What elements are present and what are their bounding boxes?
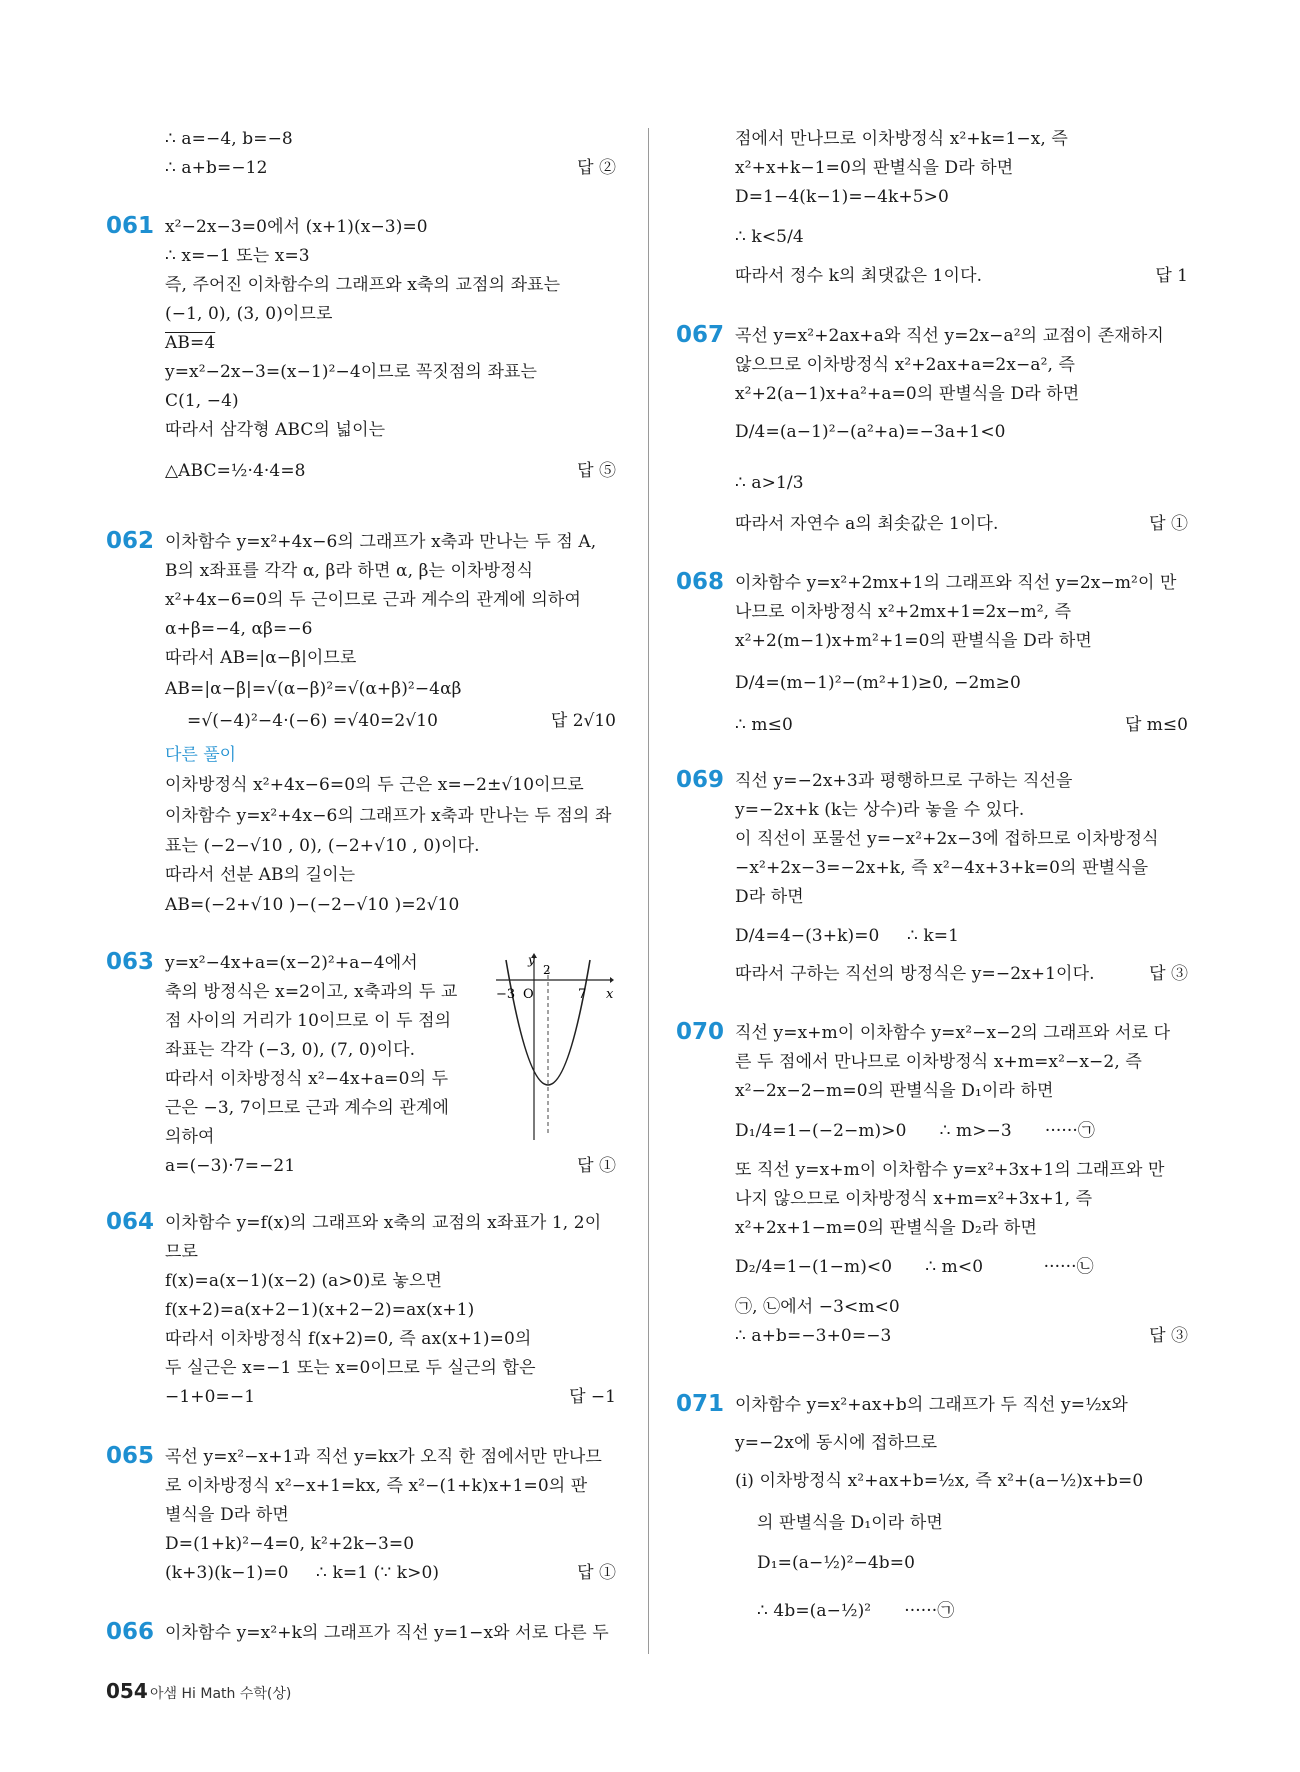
problem-number: 061 [106,213,155,239]
text-line: 또 직선 y=x+m이 이차함수 y=x²+3x+1의 그래프와 만 [735,1160,1165,1180]
text-line: 따라서 이차방정식 x²−4x+a=0의 두 [165,1069,449,1089]
text-line: 점에서 만나므로 이차방정식 x²+k=1−x, 즉 [735,129,1068,149]
text-line: y=x²−4x+a=(x−2)²+a−4에서 [165,953,418,973]
text-line: D/4=(a−1)²−(a²+a)=−3a+1<0 [735,422,1006,442]
text-line: ∴ a+b=−3+0=−3 [735,1326,892,1346]
book-title: 아샘 Hi Math 수학(상) [150,1686,292,1702]
text-line: D₁/4=1−(−2−m)>0 ∴ m>−3 ······㉠ [735,1121,1095,1141]
text-line: −x²+2x−3=−2x+k, 즉 x²−4x+3+k=0의 판별식을 [735,858,1149,878]
origin-label: O [523,987,534,1002]
text-line: 별식을 D라 하면 [165,1505,289,1525]
text-line: △ABC=½·4·4=8 [165,461,306,481]
text-line: 따라서 구하는 직선의 방정식은 y=−2x+1이다. [735,964,1095,984]
answer-mark: 답 ⑤ [577,461,616,481]
answer-mark: 답 1 [1155,266,1188,286]
text-line: =√(−4)²−4·(−6) =√40=2√10 [165,711,439,731]
text-line: 의 판별식을 D₁이라 하면 [735,1513,943,1533]
text-line: 이차함수 y=x²+ax+b의 그래프가 두 직선 y=½x와 [735,1395,1128,1415]
problem-number: 067 [676,322,725,348]
answer-mark: 답 m≤0 [1124,715,1188,735]
text-line: D=(1+k)²−4=0, k²+2k−3=0 [165,1534,415,1554]
text-line: 므로 [165,1242,199,1262]
problem-number: 063 [106,949,155,975]
text-line: (−1, 0), (3, 0)이므로 [165,304,333,324]
answer-mark: 답 2√10 [550,711,616,731]
text-line: α+β=−4, αβ=−6 [165,619,313,639]
text-line: x²−2x−2−m=0의 판별식을 D₁이라 하면 [735,1081,1054,1101]
problem-number: 064 [106,1209,155,1235]
text-line: D라 하면 [735,887,804,907]
text-line: 않으므로 이차방정식 x²+2ax+a=2x−a², 즉 [735,355,1076,375]
x-axis-label: x [606,987,614,1002]
text-line: ㉠, ㉡에서 −3<m<0 [735,1297,900,1317]
answer-mark: 답 ③ [1149,964,1188,984]
text-line: (ⅰ) 이차방정식 x²+ax+b=½x, 즉 x²+(a−½)x+b=0 [735,1471,1144,1491]
text-line: 근은 −3, 7이므로 근과 계수의 관계에 [165,1098,449,1118]
text-line: 따라서 AB=|α−β|이므로 [165,648,357,668]
answer-mark: 답 ③ [1149,1326,1188,1346]
answer-mark: 답 ① [577,1563,616,1583]
problem-number: 065 [106,1443,155,1469]
text-line: AB=|α−β|=√(α−β)²=√(α+β)²−4αβ [165,679,462,699]
text-line: 따라서 자연수 a의 최솟값은 1이다. [735,514,999,534]
text-line: 나지 않으므로 이차방정식 x+m=x²+3x+1, 즉 [735,1189,1093,1209]
text-line: a=(−3)·7=−21 [165,1156,296,1176]
text-line: f(x)=a(x−1)(x−2) (a>0)로 놓으면 [165,1271,443,1291]
text-line: 나므로 이차방정식 x²+2mx+1=2x−m², 즉 [735,602,1072,622]
text-line: 따라서 선분 AB의 길이는 [165,865,356,885]
problem-number: 069 [676,767,725,793]
text-line: 따라서 삼각형 ABC의 넓이는 [165,420,386,440]
text-line: ∴ a+b=−12 [165,158,268,178]
y-axis-label: y [528,953,535,967]
page-number: 054 [106,1679,148,1703]
text-line: 표는 (−2−√10 , 0), (−2+√10 , 0)이다. [165,836,480,856]
text-line: x²−2x−3=0에서 (x+1)(x−3)=0 [165,217,428,237]
text-line: D/4=(m−1)²−(m²+1)≥0, −2m≥0 [735,673,1021,693]
parabola-graph [496,950,614,1140]
text-line: 이차방정식 x²+4x−6=0의 두 근은 x=−2±√10이므로 [165,775,584,795]
text-line: x²+x+k−1=0의 판별식을 D라 하면 [735,158,1014,178]
column-divider [648,128,649,1654]
text-line: 의하여 [165,1127,215,1147]
text-line: ∴ a>1/3 [735,473,804,493]
text-line: 이차함수 y=x²+2mx+1의 그래프와 직선 y=2x−m²이 만 [735,573,1177,593]
text-line: 두 실근은 x=−1 또는 x=0이므로 두 실근의 합은 [165,1358,536,1378]
problem-number: 070 [676,1019,725,1045]
answer-mark: 답 −1 [569,1387,616,1407]
text-line: y=x²−2x−3=(x−1)²−4이므로 꼭짓점의 좌표는 [165,362,538,382]
text-line: (k+3)(k−1)=0 ∴ k=1 (∵ k>0) [165,1563,440,1583]
problem-number: 066 [106,1619,155,1645]
text-line: B의 x좌표를 각각 α, β라 하면 α, β는 이차방정식 [165,561,534,581]
text-line: 점 사이의 거리가 10이므로 이 두 점의 [165,1011,452,1031]
text-line: D=1−4(k−1)=−4k+5>0 [735,187,949,207]
text-line: 축의 방정식은 x=2이고, x축과의 두 교 [165,982,458,1002]
text-line: D₂/4=1−(1−m)<0 ∴ m<0 ······㉡ [735,1257,1094,1277]
right-root-label: 7 [578,987,587,1002]
text-line: 이차함수 y=x²+4x−6의 그래프가 x축과 만나는 두 점 A, [165,532,597,552]
text-line: 직선 y=−2x+3과 평행하므로 구하는 직선을 [735,771,1073,791]
text-line: 곡선 y=x²+2ax+a와 직선 y=2x−a²의 교점이 존재하지 [735,326,1164,346]
text-line: 따라서 정수 k의 최댓값은 1이다. [735,266,983,286]
answer-mark: 답 ② [577,158,616,178]
text-line: C(1, −4) [165,391,239,411]
answer-mark: 답 ① [1149,514,1188,534]
text-line: D/4=4−(3+k)=0 ∴ k=1 [735,926,960,946]
text-line: y=−2x+k (k는 상수)라 놓을 수 있다. [735,800,1025,820]
text-line: ∴ k<5/4 [735,227,804,247]
text-line: f(x+2)=a(x+2−1)(x+2−2)=ax(x+1) [165,1300,475,1320]
problem-number: 071 [676,1391,725,1417]
text-line: ∴ m≤0 [735,715,793,735]
text-line: AB=(−2+√10 )−(−2−√10 )=2√10 [165,895,460,915]
alternative-solution-title: 다른 풀이 [165,745,237,765]
text-line: 이차함수 y=x²+k의 그래프가 직선 y=1−x와 서로 다른 두 [165,1623,609,1643]
text-line: 른 두 점에서 만나므로 이차방정식 x+m=x²−x−2, 즉 [735,1052,1142,1072]
text-line: 곡선 y=x²−x+1과 직선 y=kx가 오직 한 점에서만 만나므 [165,1447,602,1467]
text-line: y=−2x에 동시에 접하므로 [735,1433,938,1453]
text-line: AB=4 [165,333,216,353]
answer-mark: 답 ① [577,1156,616,1176]
text-line: D₁=(a−½)²−4b=0 [735,1553,916,1573]
text-line: 좌표는 각각 (−3, 0), (7, 0)이다. [165,1040,416,1060]
text-line: ∴ 4b=(a−½)² ······㉠ [735,1601,955,1621]
text-line: 이차함수 y=x²+4x−6의 그래프가 x축과 만나는 두 점의 좌 [165,806,612,826]
text-line: x²+4x−6=0의 두 근이므로 근과 계수의 관계에 의하여 [165,590,581,610]
axis-value-label: 2 [543,963,551,977]
text-line: 직선 y=x+m이 이차함수 y=x²−x−2의 그래프와 서로 다 [735,1023,1171,1043]
problem-number: 068 [676,569,725,595]
text-line: x²+2x+1−m=0의 판별식을 D₂라 하면 [735,1218,1037,1238]
text-line: 이차함수 y=f(x)의 그래프와 x축의 교점의 x좌표가 1, 2이 [165,1213,602,1233]
problem-number: 062 [106,528,155,554]
text-line: 이 직선이 포물선 y=−x²+2x−3에 접하므로 이차방정식 [735,829,1159,849]
text-line: ∴ a=−4, b=−8 [165,129,293,149]
text-line: 따라서 이차방정식 f(x+2)=0, 즉 ax(x+1)=0의 [165,1329,532,1349]
text-line: 로 이차방정식 x²−x+1=kx, 즉 x²−(1+k)x+1=0의 판 [165,1476,588,1496]
text-line: x²+2(m−1)x+m²+1=0의 판별식을 D라 하면 [735,631,1092,651]
text-line: −1+0=−1 [165,1387,256,1407]
text-line: 즉, 주어진 이차함수의 그래프와 x축의 교점의 좌표는 [165,275,561,295]
text-line: x²+2(a−1)x+a²+a=0의 판별식을 D라 하면 [735,384,1080,404]
text-line: ∴ x=−1 또는 x=3 [165,246,310,266]
left-root-label: −3 [496,987,516,1002]
